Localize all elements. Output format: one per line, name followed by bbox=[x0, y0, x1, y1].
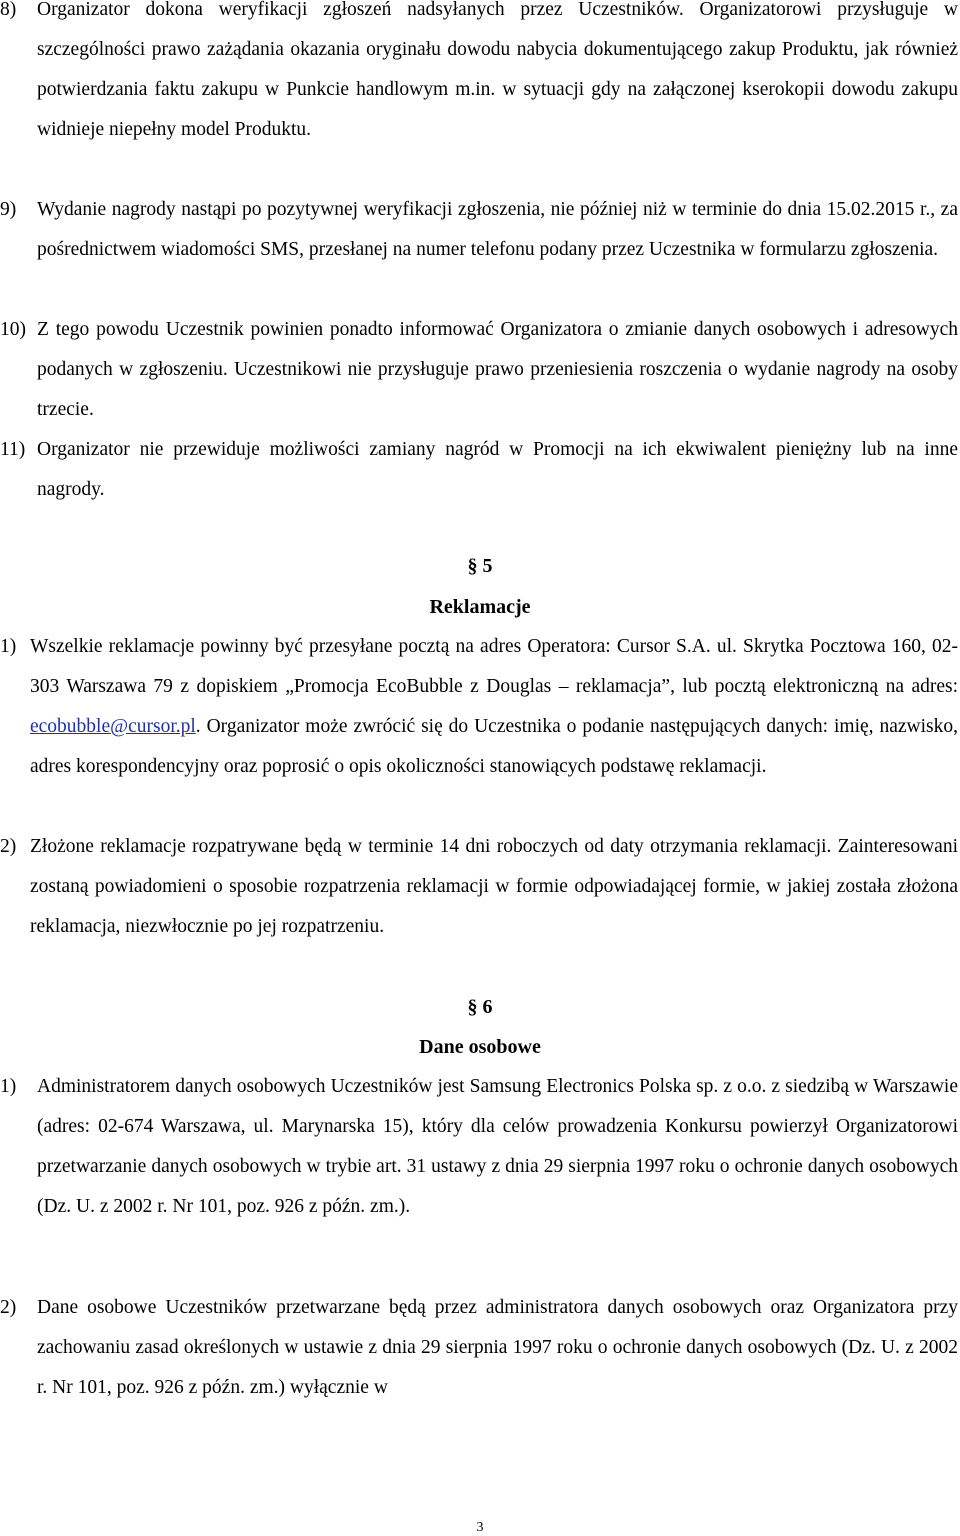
item-text bbox=[30, 627, 958, 787]
item-number: 1) bbox=[0, 636, 17, 657]
page-number: 3 bbox=[476, 1520, 484, 1535]
item-number: 8) bbox=[0, 0, 17, 20]
item-text: Dane osobowe Uczestników przetwarzane będą przez administratora danych osobowych oraz Organizatora przy zachowaniu zasad określonych w ustawie z dnia 29 sierpnia 1997 roku o ochronie danych osobowych (Dz. U. z 2002 r. Nr 101, poz. 926 z późn. zm.) wyłącznie w bbox=[37, 1297, 958, 1398]
item-text: Złożone reklamacje rozpatrywane będą w terminie 14 dni roboczych od daty otrzymania reklamacji. Zainteresowani zostaną powiadomieni o sposobie rozpatrzenia reklamacji w formie odpowiadającej formie, w jakiej została złożona reklamacja, niezwłocznie po jej rozpatrzeniu. bbox=[30, 836, 958, 937]
list-item bbox=[0, 1288, 958, 1408]
list-item bbox=[0, 430, 958, 510]
list-item bbox=[0, 0, 958, 150]
email-link[interactable]: ecobubble@cursor.pl bbox=[30, 716, 196, 737]
list-item bbox=[0, 1067, 958, 1227]
list-item bbox=[0, 627, 958, 787]
item-text-part: Wszelkie reklamacje powinny być przesyłane pocztą na adres Operatora: Cursor S.A. ul. Skrytka Pocztowa 160, 02-303 Warszawa 79 z dopiskiem „Promocja EcoBubble z Douglas – reklamacja”, lub pocztą elektroniczną na adres: bbox=[30, 636, 958, 697]
item-text-part: . Organizator może zwrócić się do Uczestnika o podanie następujących danych: imię, nazwisko, adres korespondencyjny oraz poprosić o opis okoliczności stanowiących podstawę reklamacji. bbox=[30, 716, 958, 777]
item-number: 2) bbox=[0, 836, 17, 857]
item-number: 10) bbox=[0, 319, 26, 340]
item-number: 11) bbox=[0, 439, 26, 460]
item-text: Administratorem danych osobowych Uczestników jest Samsung Electronics Polska sp. z o.o. z siedzibą w Warszawie (adres: 02-674 Warszawa, ul. Marynarska 15), który dla celów prowadzenia Konkursu powierzył Organizatorowi przetwarzanie danych osobowych w trybie art. 31 ustawy z dnia 29 sierpnia 1997 roku o ochronie danych osobowych (Dz. U. z 2002 r. Nr 101, poz. 926 z późn. zm.). bbox=[37, 1076, 958, 1217]
item-text: Wydanie nagrody nastąpi po pozytywnej weryfikacji zgłoszenia, nie później niż w terminie do dnia 15.02.2015 r., za pośrednictwem wiadomości SMS, przesłanej na numer telefonu podany przez Uczestnika w formularzu zgłoszenia. bbox=[37, 199, 958, 260]
list-item bbox=[0, 190, 958, 270]
item-number: 1) bbox=[0, 1076, 17, 1097]
item-number: 9) bbox=[0, 199, 17, 220]
section-number: § 6 bbox=[467, 996, 493, 1018]
item-text: Z tego powodu Uczestnik powinien ponadto informować Organizatora o zmianie danych osobowych i adresowych podanych w zgłoszeniu. Uczestnikowi nie przysługuje prawo przeniesienia roszczenia o wydanie nagrody na osoby trzecie. bbox=[37, 319, 958, 420]
item-text: Organizator nie przewiduje możliwości zamiany nagród w Promocji na ich ekwiwalent pieniężny lub na inne nagrody. bbox=[37, 439, 958, 500]
list-item bbox=[0, 827, 958, 947]
section-number: § 5 bbox=[467, 555, 493, 577]
item-number: 2) bbox=[0, 1297, 17, 1318]
item-text: Organizator dokona weryfikacji zgłoszeń nadsyłanych przez Uczestników. Organizatorowi przysługuje w szczególności prawo zażądania okazania oryginału dowodu nabycia dokumentującego zakup Produktu, jak również potwierdzania faktu zakupu w Punkcie handlowym m.in. w sytuacji gdy na załączonej kserokopii dowodu zakupu widnieje niepełny model Produktu. bbox=[37, 0, 958, 140]
section-title: Reklamacje bbox=[429, 596, 531, 618]
section-title: Dane osobowe bbox=[419, 1036, 541, 1058]
list-item bbox=[0, 310, 958, 430]
